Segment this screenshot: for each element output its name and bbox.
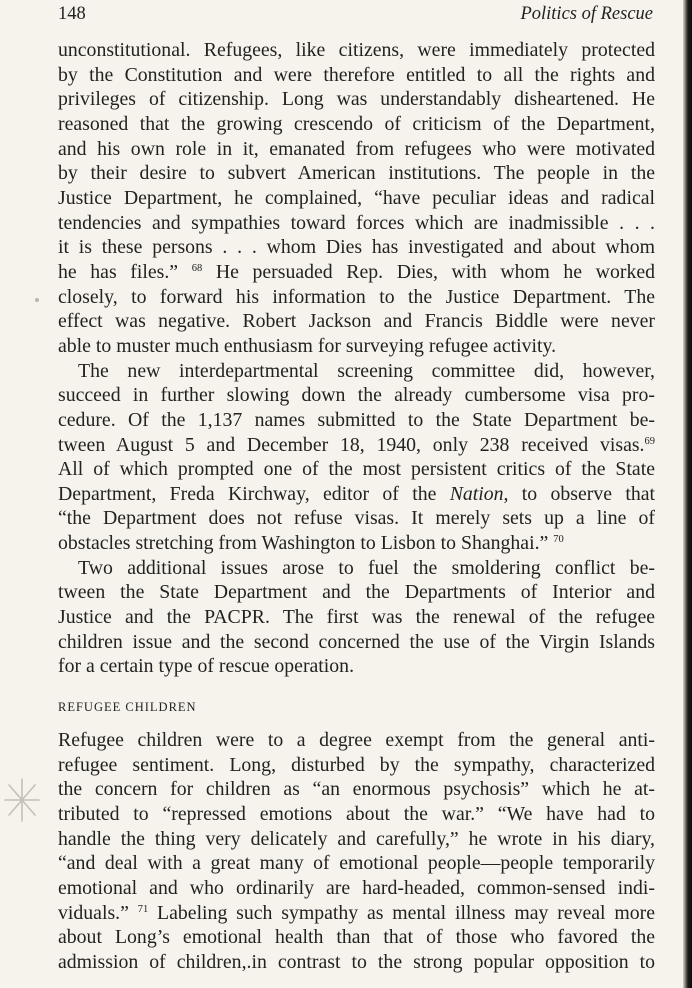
periodical-title: Nation bbox=[449, 482, 504, 505]
text-line: Justice Department, he complained, “have peculiar ideas and radical bbox=[58, 186, 655, 209]
paragraph bbox=[58, 728, 655, 975]
text-line: for a certain type of rescue operation. bbox=[58, 655, 355, 678]
page-header bbox=[58, 4, 653, 28]
text-line: “and deal with a great many of emotional people—people temporarily bbox=[58, 852, 655, 875]
paragraph bbox=[58, 359, 655, 556]
text-line: Justice and the PACPR. The first was the renewal of the refugee bbox=[58, 606, 655, 629]
text-line-with-note bbox=[58, 260, 655, 285]
text-line: it is these persons . . . whom Dies has investigated and about whom bbox=[58, 236, 655, 259]
text-line: effect was negative. Robert Jackson and Francis Biddle were never bbox=[58, 310, 655, 333]
text-line: tween the State Department and the Departments of Interior and bbox=[58, 581, 655, 604]
text-line-with-note bbox=[58, 433, 655, 458]
page-number: 148 bbox=[58, 4, 86, 24]
text-line: closely, to forward his information to the Justice Department. The bbox=[58, 285, 655, 308]
text-line-with-note bbox=[58, 901, 655, 926]
text-line: The new interdepartmental screening committee did, however, bbox=[78, 359, 655, 382]
text-line: “the Department does not refuse visas. It merely sets up a line of bbox=[58, 507, 655, 530]
text-segment: , to observe that bbox=[503, 482, 655, 505]
footnote-marker: 69 bbox=[644, 435, 655, 447]
page-binding-shadow bbox=[683, 0, 692, 988]
text-line: cedure. Of the 1,137 names submitted to the State Department be- bbox=[58, 408, 655, 431]
text-line-with-italic bbox=[58, 482, 655, 507]
text-line: Two additional issues arose to fuel the smoldering conflict be- bbox=[78, 556, 655, 579]
text-line: tendencies and sympathies toward forces which are inadmissible . . . bbox=[58, 211, 655, 234]
footnote-marker: 71 bbox=[137, 903, 149, 915]
body-text-upper bbox=[58, 38, 655, 679]
text-line: emotional and who ordinarily are hard-headed, common-sensed indi- bbox=[58, 876, 655, 899]
text-line: All of which prompted one of the most persistent critics of the State bbox=[58, 458, 655, 481]
footnote-marker: 70 bbox=[553, 534, 564, 546]
text-line: able to muster much enthusiasm for surveying refugee activity. bbox=[58, 334, 557, 357]
text-segment: Labeling such sympathy as mental illness may reveal more bbox=[157, 901, 655, 924]
text-line: succeed in further slowing down the already cumbersome visa pro- bbox=[58, 384, 655, 407]
text-line: reasoned that the growing crescendo of criticism of the Department, bbox=[58, 112, 655, 135]
text-line: tributed to “repressed emotions about the war.” “We have had to bbox=[58, 802, 655, 825]
text-line: refugee sentiment. Long, disturbed by the sympathy, characterized bbox=[58, 753, 655, 776]
text-line: unconstitutional. Refugees, like citizens, were immediately protected bbox=[58, 39, 655, 61]
text-segment: Department, Freda Kirchway, editor of the bbox=[58, 482, 450, 505]
text-line: by their desire to subvert American institutions. The people in the bbox=[58, 162, 655, 185]
text-line: Refugee children were to a degree exempt from the general anti- bbox=[58, 729, 655, 751]
body-text-lower bbox=[58, 728, 655, 975]
text-line: the concern for children as “an enormous psychosis” which he at- bbox=[58, 778, 655, 801]
paragraph bbox=[58, 556, 655, 679]
section-heading: REFUGEE CHILDREN bbox=[58, 700, 197, 714]
text-line: about Long’s emotional health than that of those who favored the bbox=[58, 926, 655, 949]
paragraph-continued bbox=[58, 38, 655, 359]
text-line: admission of children,.in contrast to the strong popular opposition to bbox=[58, 950, 655, 973]
text-segment: He persuaded Rep. Dies, with whom he worked bbox=[215, 260, 656, 283]
text-line: children issue and the second concerned the use of the Virgin Islands bbox=[58, 630, 655, 653]
text-segment: he has files.” bbox=[58, 260, 179, 283]
text-segment: obstacles stretching from Washington to Lisbon to Shanghai.” bbox=[58, 532, 549, 555]
text-line-with-note bbox=[58, 531, 655, 556]
text-segment: viduals.” bbox=[58, 901, 129, 924]
footnote-marker: 68 bbox=[191, 262, 203, 274]
text-line: and his own role in it, emanated from refugees who were motivated bbox=[58, 137, 655, 160]
running-title: Politics of Rescue bbox=[520, 4, 653, 24]
text-line: privileges of citizenship. Long was understandably disheartened. He bbox=[58, 88, 655, 111]
margin-speck bbox=[35, 298, 39, 302]
text-line: by the Constitution and were therefore entitled to all the rights and bbox=[58, 63, 655, 86]
asterisk-icon bbox=[2, 773, 42, 827]
text-segment: tween August 5 and December 18, 1940, only 238 received visas. bbox=[58, 433, 645, 456]
text-line: handle the thing very delicately and carefully,” he wrote in his diary, bbox=[58, 827, 655, 850]
